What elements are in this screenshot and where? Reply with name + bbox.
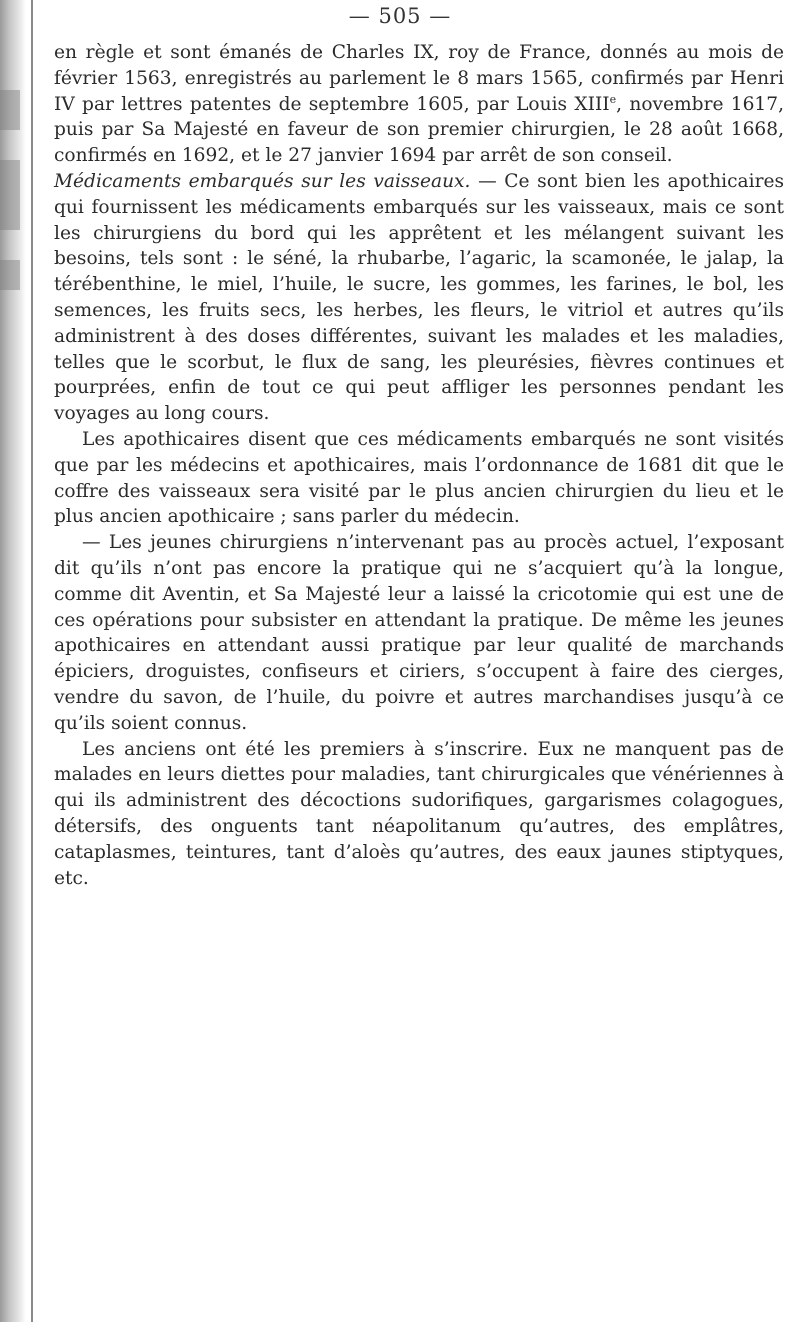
paragraph-2-text: — Ce sont bien les apothicaires qui fournissent les médicaments embarqués sur les vaisseaux, mais ce sont les chirurgiens du bord qui les apprêtent et les mélangent suivant les besoins, tels sont : le séné, la rhubarbe, l’agaric, la scamonée, le jalap, la térébenthine, le miel, l’huile, le sucre, les gommes, les farines, le bol, les semences, les fruits secs, les herbes, les fleurs, le vitriol et autres qu’ils administrent à des doses différentes, suivant les malades et les maladies, telles que le scorbut, le flux de sang, les pleurésies, fièvres continues et pourprées, enfin de tout ce qui peut affliger les personnes pendant les voyages au long cours. — [54, 170, 785, 425]
page-binding-line — [31, 0, 33, 1322]
paragraph-1 — [54, 40, 784, 169]
body-text — [54, 40, 784, 891]
gutter-mark — [0, 260, 20, 290]
gutter-mark — [0, 90, 20, 130]
paragraph-5: Les anciens ont été les premiers à s’inscrire. Eux ne manquent pas de malades en leurs diettes pour maladies, tant chirurgicales que vénériennes à qui ils administrent des décoctions sudorifiques, gargarismes colagogues, détersifs, des onguents tant néapolitanum qu’autres, des emplâtres, cataplasmes, teintures, tant d’aloès qu’autres, des eaux jaunes stiptyques, etc. — [54, 738, 784, 889]
superscript: e — [609, 92, 617, 106]
paragraph-2 — [54, 169, 784, 427]
paragraph-4: — Les jeunes chirurgiens n’intervenant pas au procès actuel, l’exposant dit qu’ils n’ont pas encore la pratique qui ne s’acquiert qu’à la longue, comme dit Aventin, et Sa Majesté leur a laissé la cricotomie qui est une de ces opérations pour subsister en attendant la pratique. De même les jeunes apothicaires en attendant aussi pratique par leur qualité de marchands épiciers, droguistes, confiseurs et ciriers, s’occupent à faire des cierges, vendre du savon, de l’huile, du poivre et autres marchandises jusqu’à ce qu’ils soient connus. — [54, 532, 784, 734]
gutter-mark — [0, 160, 20, 230]
paragraph-1-text: en règle et sont émanés de Charles IX, roy de France, donnés au mois de février 1563, enregistrés au parlement le 8 mars 1565, confirmés par Henri IV par lettres patentes de septembre 1605, par Louis XIII — [54, 42, 784, 115]
page-number: — 505 — — [348, 4, 452, 28]
paragraph-3: Les apothicaires disent que ces médicaments embarqués ne sont visités que par les médecins et apothicaires, mais l’ordonnance de 1681 dit que le coffre des vaisseaux sera visité par le plus ancien chirurgien du lieu et le plus ancien apothicaire ; sans parler du médecin. — [54, 428, 784, 528]
section-heading: Médicaments embarqués sur les vaisseaux. — [54, 170, 471, 192]
paragraph-1-text-continued: , novembre 1617, puis par Sa Majesté en faveur de son premier chirurgien, le 28 août 1668, confirmés en 1692, et le 27 janvier 1694 par arrêt de son conseil. — [54, 93, 784, 167]
